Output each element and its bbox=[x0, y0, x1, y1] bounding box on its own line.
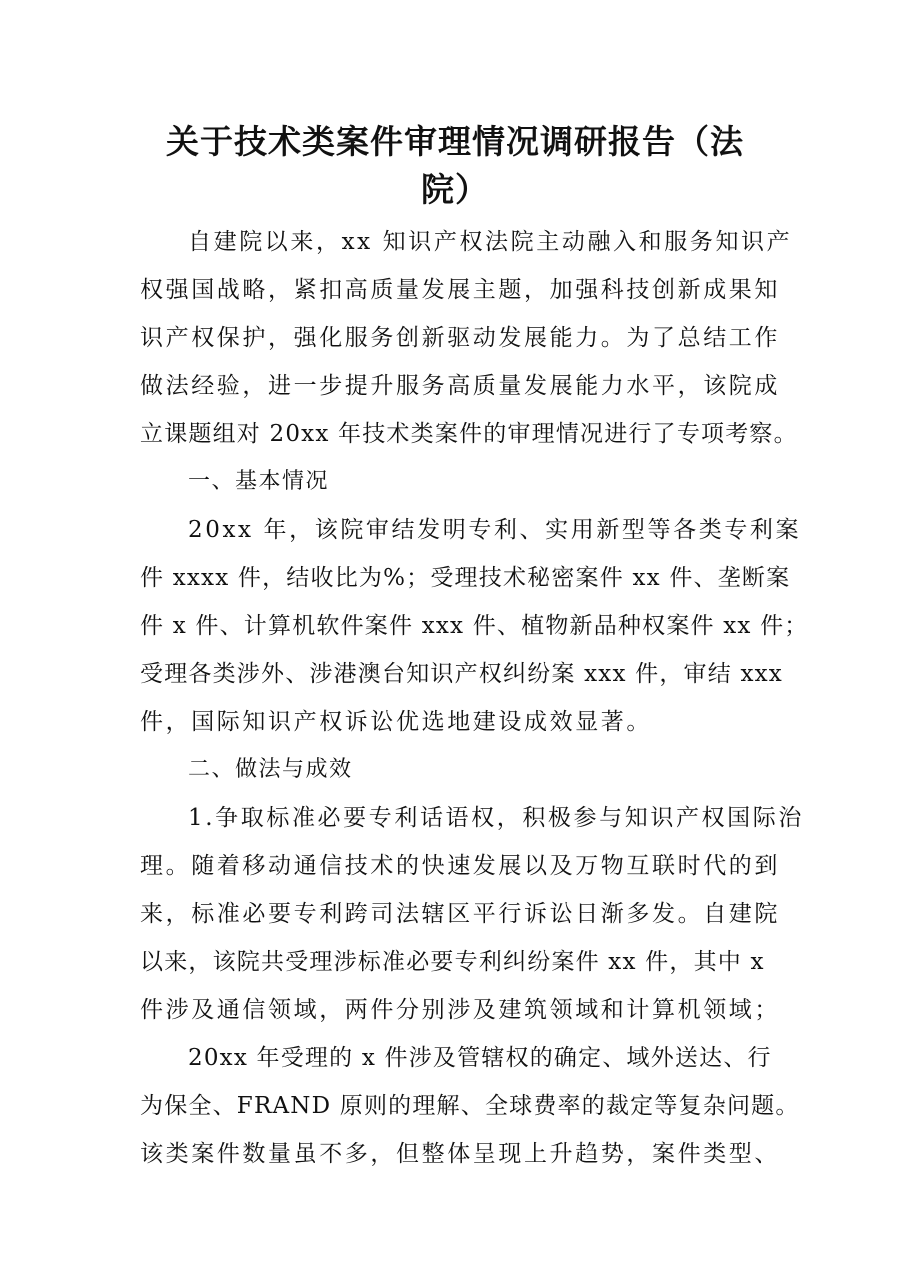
section-2-heading: 二、做法与成效 bbox=[188, 757, 353, 782]
intro-line-4: 做法经验，进一步提升服务高质量发展能力水平，该院成 bbox=[140, 373, 780, 399]
section-2-para-1-line-5: 件涉及通信领域，两件分别涉及建筑领域和计算机领域； bbox=[140, 997, 780, 1023]
intro-line-1: 自建院以来，xx 知识产权法院主动融入和服务知识产 bbox=[188, 229, 793, 255]
section-1-heading: 一、基本情况 bbox=[188, 469, 330, 494]
section-2-para-2-line-3: 该类案件数量虽不多，但整体呈现上升趋势，案件类型、 bbox=[140, 1141, 780, 1167]
intro-line-2: 权强国战略，紧扣高质量发展主题，加强科技创新成果知 bbox=[140, 277, 780, 303]
section-2-para-1-line-1: 1.争取标准必要专利话语权，积极参与知识产权国际治 bbox=[188, 805, 804, 831]
section-1-line-2: 件 xxxx 件，结收比为%；受理技术秘密案件 xx 件、垄断案 bbox=[140, 565, 791, 591]
document-title-line-2: 院） bbox=[421, 170, 489, 209]
section-2-para-1-line-2: 理。随着移动通信技术的快速发展以及万物互联时代的到 bbox=[140, 853, 780, 879]
section-2-para-1-line-3: 来，标准必要专利跨司法辖区平行诉讼日渐多发。自建院 bbox=[140, 901, 780, 927]
section-1-line-1: 20xx 年，该院审结发明专利、实用新型等各类专利案 bbox=[188, 517, 802, 543]
section-2-para-2-line-2: 为保全、FRAND 原则的理解、全球费率的裁定等复杂问题。 bbox=[140, 1093, 800, 1119]
section-2-para-1-line-4: 以来，该院共受理涉标准必要专利纠纷案件 xx 件，其中 x bbox=[140, 949, 765, 975]
section-1-line-5: 件，国际知识产权诉讼优选地建设成效显著。 bbox=[140, 709, 652, 735]
intro-line-5: 立课题组对 20xx 年技术类案件的审理情况进行了专项考察。 bbox=[140, 421, 798, 447]
section-1-line-4: 受理各类涉外、涉港澳台知识产权纠纷案 xxx 件，审结 xxx bbox=[140, 661, 783, 687]
intro-line-3: 识产权保护，强化服务创新驱动发展能力。为了总结工作 bbox=[140, 325, 780, 351]
section-1-line-3: 件 x 件、计算机软件案件 xxx 件、植物新品种权案件 xx 件； bbox=[140, 613, 809, 639]
document-title-line-1: 关于技术类案件审理情况调研报告（法 bbox=[166, 122, 744, 161]
section-2-para-2-line-1: 20xx 年受理的 x 件涉及管辖权的确定、域外送达、行 bbox=[188, 1045, 772, 1071]
